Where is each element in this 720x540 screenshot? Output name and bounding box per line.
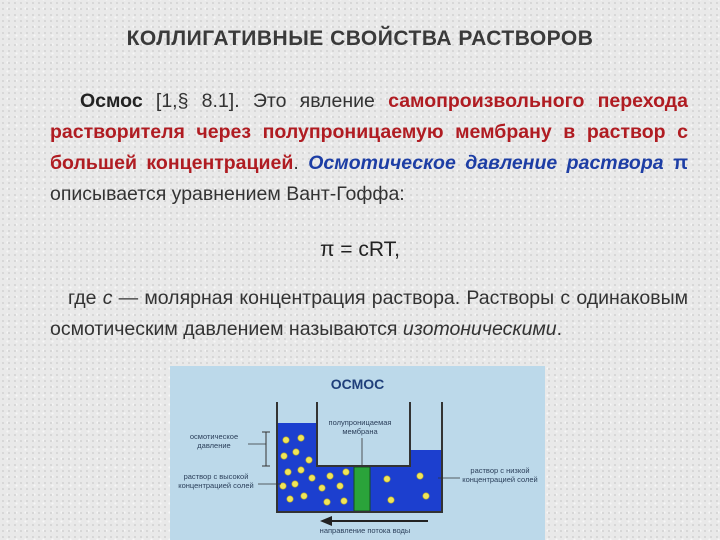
- isotonic-period: .: [556, 318, 563, 340]
- concentration-symbol: c: [102, 287, 113, 309]
- particle: [324, 499, 330, 505]
- particle: [309, 475, 315, 481]
- definition-period: .: [293, 152, 309, 174]
- high-concentration-label: раствор с высокой концентрацией солей: [178, 472, 254, 490]
- particle: [423, 493, 429, 499]
- figure-title: ОСМОС: [330, 376, 385, 392]
- particle: [298, 467, 304, 473]
- particle: [287, 496, 293, 502]
- where-text: где: [68, 287, 103, 309]
- osmosis-vessel-diagram: [170, 366, 545, 540]
- particle: [337, 483, 343, 489]
- molar-concentration-text: — молярная концентрация раствора. Растворы с одинаковым осмотическим давлением называются: [50, 287, 688, 340]
- particle: [301, 493, 307, 499]
- low-concentration-label: раствор с низкой концентрацией солей: [462, 466, 538, 484]
- isotonic-term: изотоническими: [402, 318, 557, 340]
- vant-hoff-text: описывается уравнением Вант-Гоффа:: [50, 183, 405, 205]
- osmosis-figure: [170, 366, 545, 540]
- particle: [417, 473, 423, 479]
- pi-symbol: π: [673, 152, 689, 174]
- osmosis-term: Осмос: [80, 90, 143, 112]
- particle: [343, 469, 349, 475]
- isotonic-paragraph: [50, 283, 688, 345]
- membrane-label: полупроницаемая мембрана: [328, 418, 392, 436]
- slide-title: КОЛЛИГАТИВНЫЕ СВОЙСТВА РАСТВОРОВ: [126, 27, 594, 50]
- vant-hoff-formula: π = cRT,: [319, 238, 401, 261]
- particle: [292, 481, 298, 487]
- membrane: [354, 467, 370, 511]
- particle: [327, 473, 333, 479]
- particle: [298, 435, 304, 441]
- particle: [283, 437, 289, 443]
- particle: [285, 469, 291, 475]
- reference-text: [1,§ 8.1]. Это явление: [142, 90, 389, 112]
- particle: [384, 476, 390, 482]
- particle: [341, 498, 347, 504]
- pressure-bracket: [262, 432, 270, 466]
- particle: [319, 485, 325, 491]
- particle: [293, 449, 299, 455]
- flow-arrowhead: [320, 516, 332, 526]
- osmotic-pressure-label: осмотическое давление: [189, 432, 239, 450]
- osmotic-pressure-term: Осмотическое давление раствора: [308, 152, 664, 174]
- osmosis-paragraph: [50, 86, 688, 210]
- particle: [306, 457, 312, 463]
- osmosis-definition: самопроизвольного перехода растворителя через полупроницаемую мембрану в раствор с большей концентрацией: [50, 90, 688, 174]
- flow-direction-label: направление потока воды: [319, 526, 411, 535]
- particle: [388, 497, 394, 503]
- particle: [281, 453, 287, 459]
